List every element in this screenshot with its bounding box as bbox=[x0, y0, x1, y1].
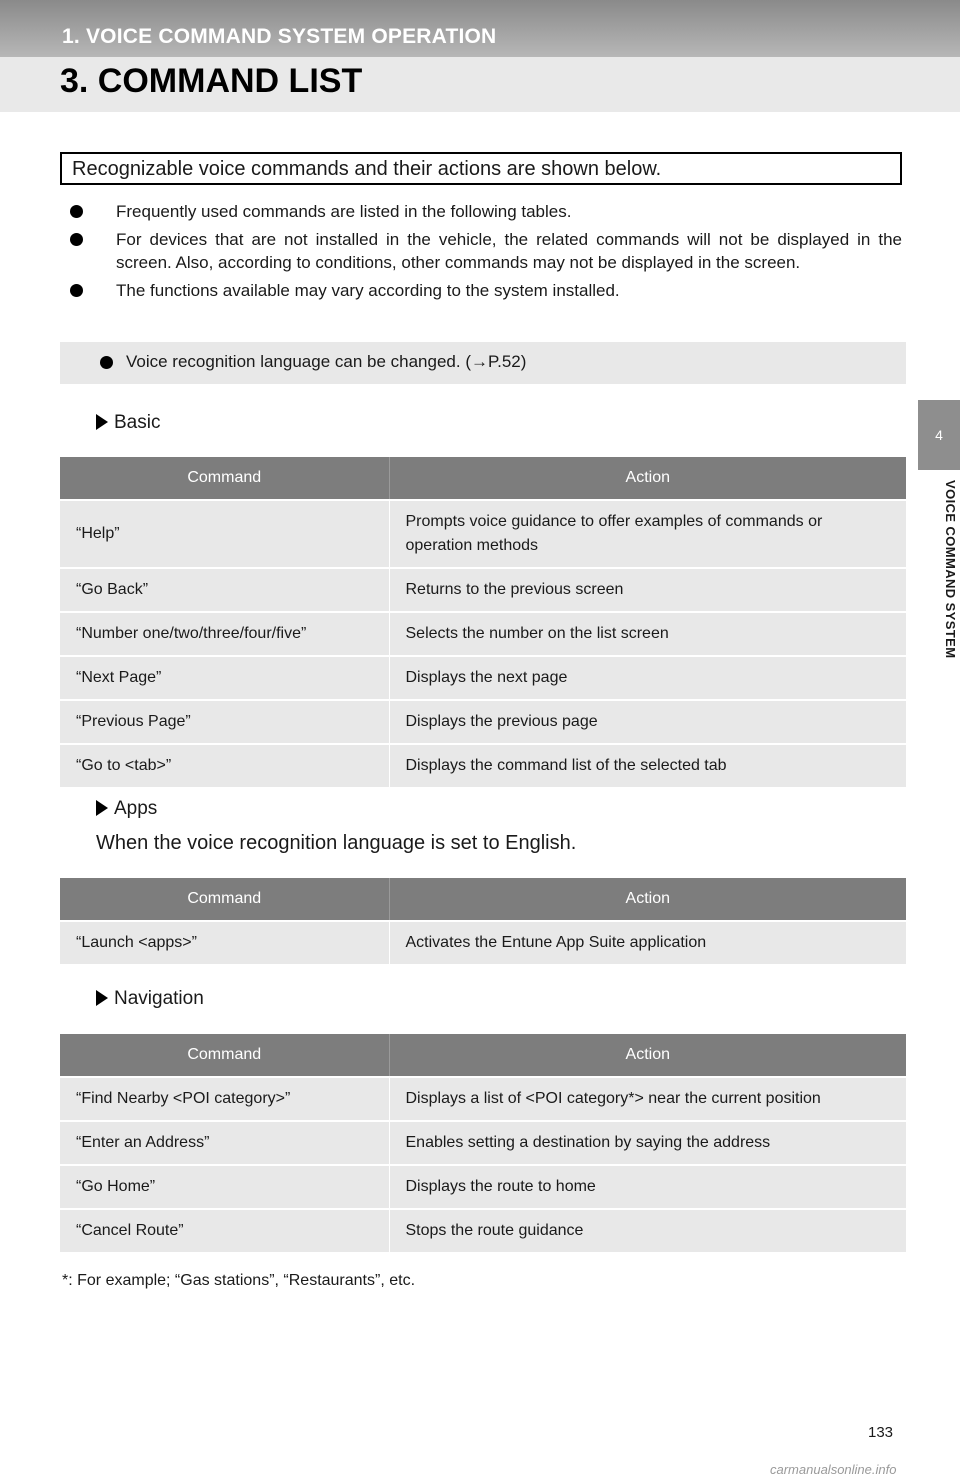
bullet-dot-icon bbox=[70, 205, 83, 218]
table-row bbox=[60, 1077, 906, 1121]
table-row bbox=[60, 568, 906, 612]
intro-box: Recognizable voice commands and their actions are shown below. bbox=[60, 152, 902, 185]
table-row bbox=[60, 1121, 906, 1165]
action-cell: Stops the route guidance bbox=[389, 1209, 906, 1252]
navigation-heading: Navigation bbox=[96, 988, 204, 1010]
action-cell: Selects the number on the list screen bbox=[389, 612, 906, 656]
column-header-command: Command bbox=[60, 878, 389, 921]
language-note-text: Voice recognition language can be changed. (→P.52) bbox=[126, 352, 527, 371]
action-cell: Displays the command list of the selected tab bbox=[389, 744, 906, 787]
table-row bbox=[60, 612, 906, 656]
table-row bbox=[60, 1165, 906, 1209]
command-cell: “Next Page” bbox=[60, 656, 389, 700]
action-cell: Returns to the previous screen bbox=[389, 568, 906, 612]
action-cell: Enables setting a destination by saying the address bbox=[389, 1121, 906, 1165]
basic-command-table bbox=[60, 457, 906, 787]
column-header-command: Command bbox=[60, 1034, 389, 1077]
navigation-command-table bbox=[60, 1034, 906, 1252]
table-row bbox=[60, 1209, 906, 1252]
bullet-item: The functions available may vary according to the system installed. bbox=[66, 279, 902, 302]
arrow-right-icon bbox=[96, 414, 108, 430]
command-cell: “Help” bbox=[60, 500, 389, 568]
column-header-action: Action bbox=[389, 878, 906, 921]
page-number: 133 bbox=[868, 1424, 894, 1441]
command-cell: “Go Home” bbox=[60, 1165, 389, 1209]
apps-language-note: When the voice recognition language is set to English. bbox=[96, 832, 577, 854]
arrow-right-icon bbox=[96, 800, 108, 816]
chapter-tab[interactable]: 4 bbox=[918, 400, 960, 470]
bullet-dot-icon bbox=[70, 233, 83, 246]
page-title: 3. COMMAND LIST bbox=[60, 62, 363, 100]
table-row bbox=[60, 744, 906, 787]
command-cell: “Number one/two/three/four/five” bbox=[60, 612, 389, 656]
column-header-action: Action bbox=[389, 457, 906, 500]
command-cell: “Enter an Address” bbox=[60, 1121, 389, 1165]
bullet-item: For devices that are not installed in the vehicle, the related commands will not be displayed in the screen. Also, according to conditions, other commands may not be displayed in the screen. bbox=[66, 228, 902, 274]
column-header-command: Command bbox=[60, 457, 389, 500]
intro-bullets bbox=[66, 200, 902, 307]
action-cell: Displays the route to home bbox=[389, 1165, 906, 1209]
watermark: carmanualsonline.info bbox=[770, 1462, 897, 1477]
table-row bbox=[60, 656, 906, 700]
action-cell: Displays the next page bbox=[389, 656, 906, 700]
footnote: *: For example; “Gas stations”, “Restaurants”, etc. bbox=[62, 1272, 416, 1289]
arrow-right-icon bbox=[96, 990, 108, 1006]
apps-heading: Apps bbox=[96, 798, 157, 820]
bullet-dot-icon bbox=[100, 356, 113, 369]
table-row bbox=[60, 921, 906, 964]
section-title: 1. VOICE COMMAND SYSTEM OPERATION bbox=[62, 25, 497, 48]
command-cell: “Launch <apps>” bbox=[60, 921, 389, 964]
column-header-action: Action bbox=[389, 1034, 906, 1077]
action-cell: Prompts voice guidance to offer examples of commands or operation methods bbox=[389, 500, 906, 568]
action-cell: Activates the Entune App Suite application bbox=[389, 921, 906, 964]
action-cell: Displays the previous page bbox=[389, 700, 906, 744]
language-note bbox=[60, 342, 906, 384]
bullet-item: Frequently used commands are listed in the following tables. bbox=[66, 200, 902, 223]
bullet-dot-icon bbox=[70, 284, 83, 297]
table-row bbox=[60, 500, 906, 568]
command-cell: “Previous Page” bbox=[60, 700, 389, 744]
basic-heading: Basic bbox=[96, 412, 160, 434]
apps-command-table bbox=[60, 878, 906, 964]
command-cell: “Cancel Route” bbox=[60, 1209, 389, 1252]
action-cell: Displays a list of <POI category*> near the current position bbox=[389, 1077, 906, 1121]
command-cell: “Go to <tab>” bbox=[60, 744, 389, 787]
chapter-label: VOICE COMMAND SYSTEM bbox=[943, 480, 958, 659]
table-row bbox=[60, 700, 906, 744]
command-cell: “Go Back” bbox=[60, 568, 389, 612]
command-cell: “Find Nearby <POI category>” bbox=[60, 1077, 389, 1121]
